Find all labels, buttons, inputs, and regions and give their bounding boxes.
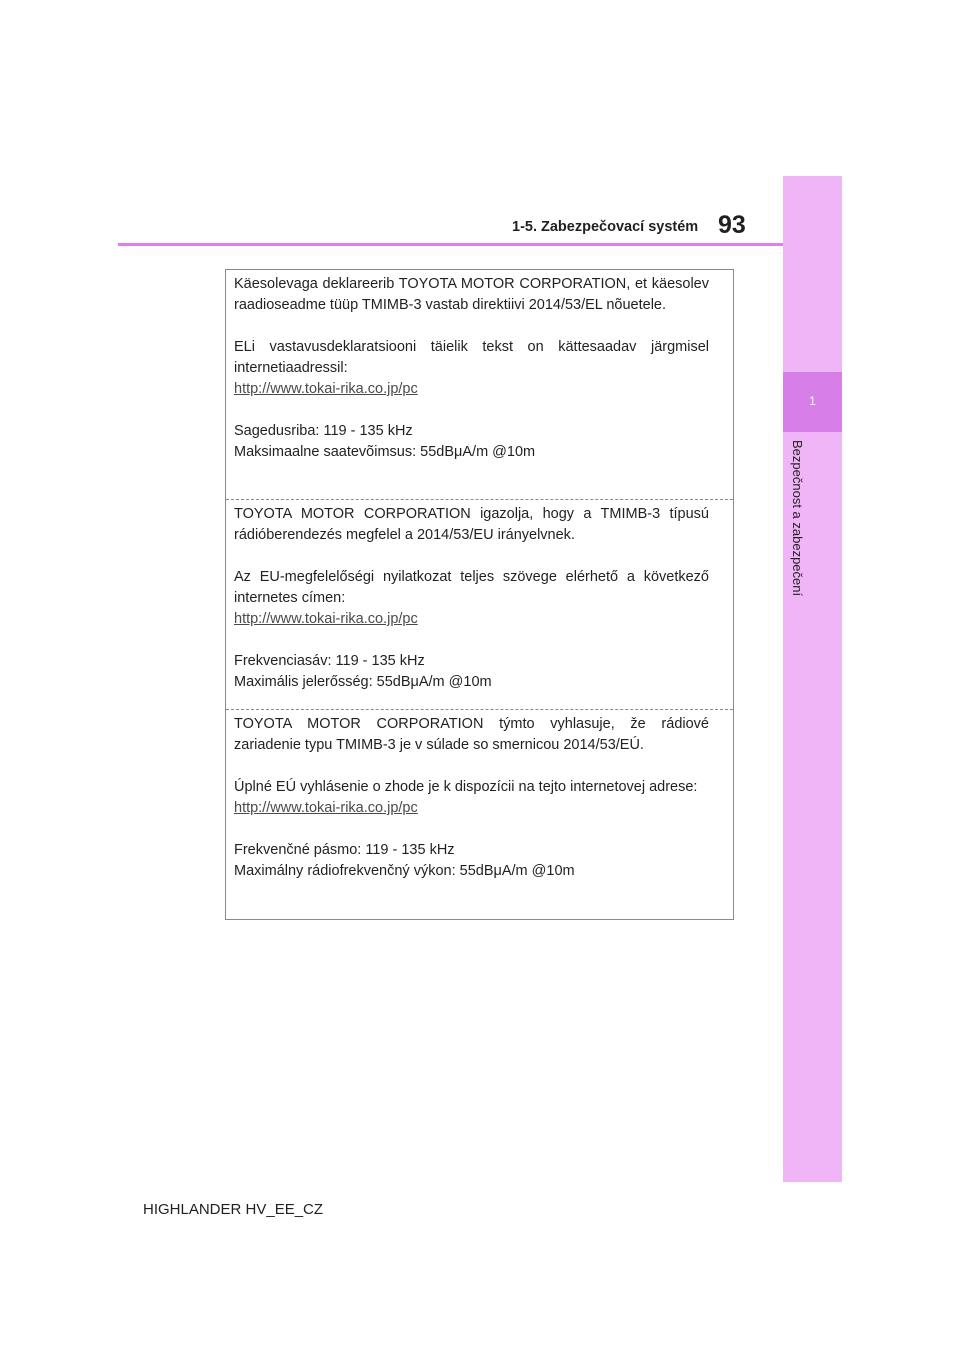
- declaration-availability: [234, 567, 709, 630]
- frequency-band: Sagedusriba: 119 - 135 kHz: [234, 423, 413, 439]
- declaration-hungarian: [226, 499, 733, 709]
- declaration-box: [225, 269, 734, 920]
- declaration-link[interactable]: http://www.tokai-rika.co.jp/pc: [234, 800, 418, 816]
- availability-text: ELi vastavusdeklaratsiooni täielik tekst on kättesaadav järgmisel internetiaadressil:: [234, 339, 709, 376]
- chapter-number: 1: [809, 394, 816, 408]
- max-power: Maksimaalne saatevõimsus: 55dBμA/m @10m: [234, 444, 536, 460]
- declaration-statement: Käesolevaga deklareerib TOYOTA MOTOR CORPORATION, et käesolev raadioseadme tüüp TMIMB-3 vastab direktiivi 2014/53/EL nõuetele.: [234, 276, 709, 313]
- section-title: 1-5. Zabezpečovací systém: [512, 219, 699, 235]
- declaration-link[interactable]: http://www.tokai-rika.co.jp/pc: [234, 381, 418, 397]
- declaration-estonian: [226, 270, 733, 499]
- declaration-availability: [234, 337, 709, 400]
- max-power: Maximálny rádiofrekvenčný výkon: 55dBμA/m @10m: [234, 863, 575, 879]
- declaration-statement: TOYOTA MOTOR CORPORATION týmto vyhlasuje, že rádiové zariadenie typu TMIMB-3 je v súlade so smernicou 2014/53/EÚ.: [234, 716, 709, 753]
- declaration-link[interactable]: http://www.tokai-rika.co.jp/pc: [234, 611, 418, 627]
- frequency-band: Frekvenciasáv: 119 - 135 kHz: [234, 653, 425, 669]
- declaration-availability: [234, 777, 709, 819]
- header-divider: [118, 243, 784, 246]
- declaration-slovak: [226, 709, 733, 919]
- declaration-specs: [234, 421, 709, 463]
- max-power: Maximális jelerősség: 55dBμA/m @10m: [234, 674, 492, 690]
- model-code: HIGHLANDER HV_EE_CZ: [143, 1201, 324, 1218]
- page-number: 93: [718, 211, 746, 239]
- declaration-specs: [234, 651, 709, 693]
- chapter-label: Bezpečnost a zabezpečení: [790, 440, 805, 597]
- availability-text: Úplné EÚ vyhlásenie o zhode je k dispozícii na tejto internetovej adrese:: [234, 779, 698, 795]
- declaration-specs: [234, 840, 709, 882]
- availability-text: Az EU-megfelelőségi nyilatkozat teljes szövege elérhető a következő internetes címen:: [234, 569, 709, 606]
- declaration-statement: TOYOTA MOTOR CORPORATION igazolja, hogy a TMIMB-3 típusú rádióberendezés megfelel a 2014/53/EU irányelvnek.: [234, 506, 709, 543]
- frequency-band: Frekvenčné pásmo: 119 - 135 kHz: [234, 842, 455, 858]
